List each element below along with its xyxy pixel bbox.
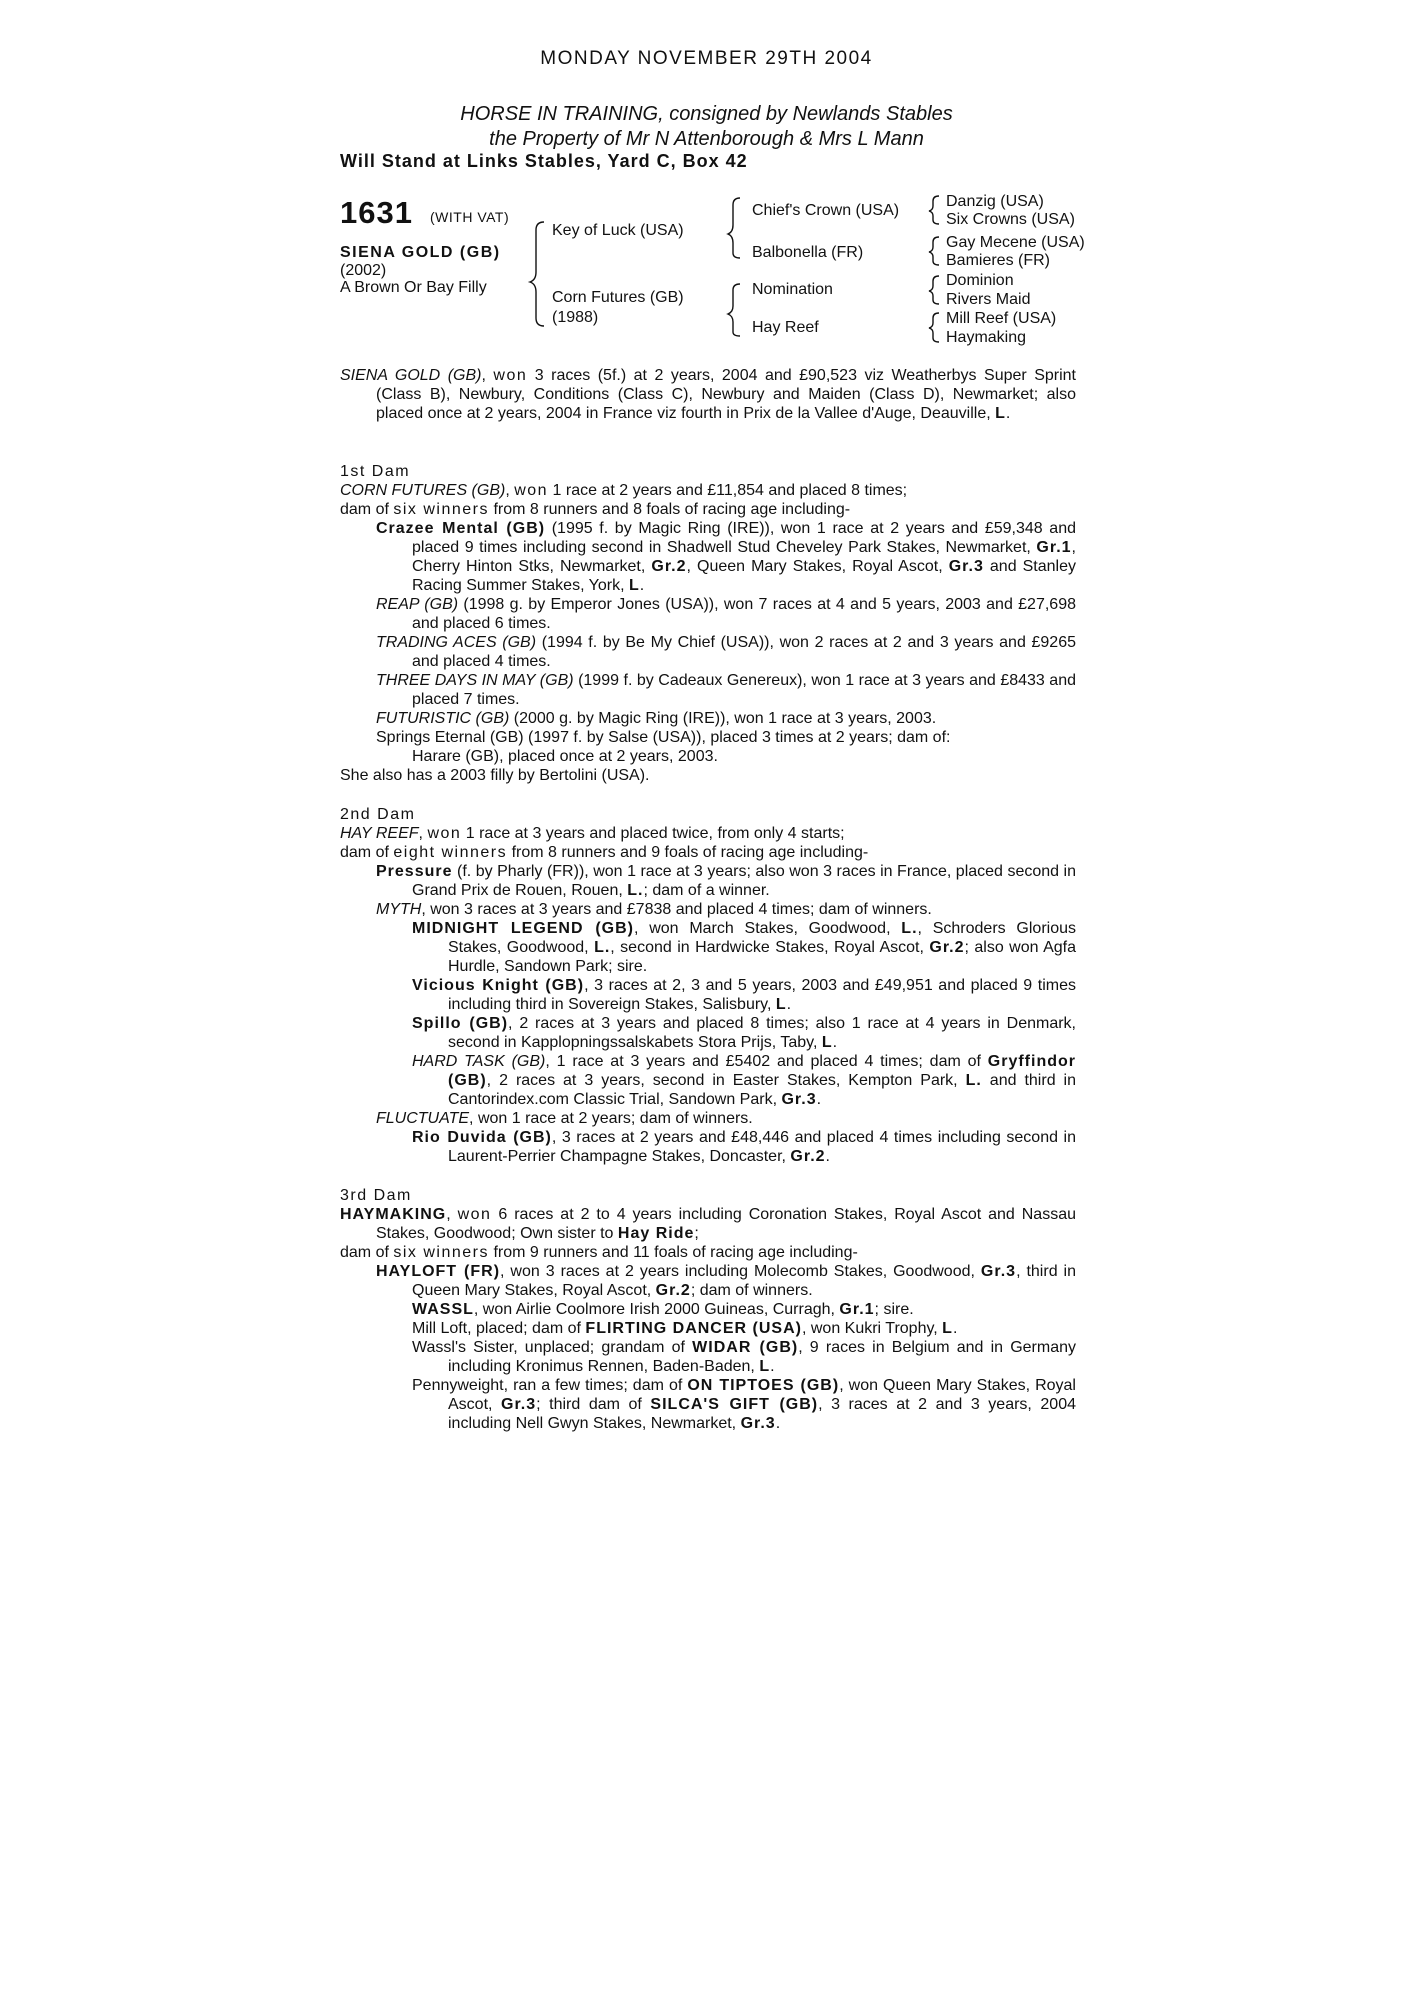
dam-record: CORN FUTURES (GB), won 1 race at 2 years and £11,854 and placed 8 times; [340, 482, 908, 499]
progeny-name: FLIRTING DANCER (USA) [585, 1320, 802, 1337]
dam-name-text: HAY REEF [340, 825, 419, 842]
winners-count: six winners [393, 501, 489, 518]
consignor-line: HORSE IN TRAINING, consigned by Newlands Stables [460, 103, 953, 125]
dam-of-line [340, 500, 1076, 519]
dam-of-text: dam of [340, 1244, 394, 1261]
listed-label: L [775, 996, 787, 1013]
progeny-text: ; sire. [874, 1301, 914, 1318]
progeny-name: Rio Duvida (GB) [412, 1129, 552, 1146]
progeny-text: ; dam of a winner. [643, 882, 770, 899]
progeny-entry [340, 1300, 1076, 1319]
progeny-text: (f. by Pharly (FR)), won 1 race at 3 years; also won 3 races in France, placed second in Grand Prix de Rouen, Rouen, [412, 863, 1076, 899]
progeny-text: Pennyweight, ran a few times; dam of [412, 1377, 688, 1394]
progeny-text: . [825, 1148, 830, 1165]
progeny-entry [340, 1014, 1076, 1052]
progeny-text: (1994 f. by Be My Chief (USA)), won 2 races at 2 and 3 years and £9265 and placed 4 times. [412, 634, 1076, 670]
sire-sire-sire: Danzig (USA) [946, 193, 1044, 210]
section-heading: 3rd Dam [340, 1187, 412, 1204]
progeny-name: WASSL [412, 1301, 474, 1318]
progeny-entry: Springs Eternal (GB) (1997 f. by Salse (USA)), placed 3 times at 2 years; dam of: [376, 729, 951, 746]
progeny-text: , third in Queen Mary Stakes, Royal Ascot, [412, 1263, 1077, 1299]
dam-of-text: dam of [340, 844, 394, 861]
sister-name: Hay Ride [617, 1225, 695, 1242]
grade-label: Gr.2 [651, 558, 687, 575]
progeny-name: HAYLOFT (FR) [376, 1263, 501, 1280]
dam-sire-sire: Dominion [946, 272, 1014, 289]
grade-label: Gr.3 [781, 1091, 817, 1108]
progeny-name: SILCA'S GIFT (GB) [650, 1396, 819, 1413]
progeny-text: (2000 g. by Magic Ring (IRE)), won 1 race at 3 years, 2003. [509, 710, 937, 727]
progeny-entry [340, 1319, 1076, 1338]
sire-sire: Chief's Crown (USA) [752, 202, 900, 219]
progeny-text: , 3 races at 2, 3 and 5 years, 2003 and £49,951 and placed 9 times including third in Sovereign Stakes, Salisbury, [448, 977, 1077, 1013]
listed-label: L [995, 405, 1006, 422]
progeny-name: Crazee Mental (GB) [376, 520, 546, 537]
progeny-name: REAP (GB) [376, 596, 459, 613]
progeny-text: , won Kukri Trophy, [801, 1320, 943, 1337]
dam-record: HAY REEF, won 1 race at 3 years and placed twice, from only 4 starts; [340, 825, 845, 842]
progeny-entry [340, 862, 1076, 900]
progeny-text: , 3 races at 2 and 3 years, 2004 including Nell Gwyn Stakes, Newmarket, [448, 1396, 1077, 1432]
progeny-text: , won 3 races at 3 years and £7838 and placed 4 times; dam of winners. [421, 901, 932, 918]
progeny-text: , second in Hardwicke Stakes, Royal Ascot, [610, 939, 930, 956]
sire-sire-dam: Six Crowns (USA) [946, 211, 1075, 228]
progeny-name: TRADING ACES (GB) [376, 634, 537, 651]
progeny-entry [340, 919, 1076, 976]
section-heading: 1st Dam [340, 463, 411, 480]
dam-year: (1988) [552, 309, 599, 326]
grade-label: Gr.1 [1036, 539, 1072, 556]
dam-sire-dam: Rivers Maid [946, 291, 1031, 308]
dam-of-line [340, 1243, 1076, 1262]
progeny-text: . [775, 1415, 781, 1432]
progeny-text: , won Queen Mary Stakes, Royal Ascot, [448, 1377, 1076, 1413]
dam-of-text: dam of [340, 501, 394, 518]
progeny-text: , won March Stakes, Goodwood, [633, 920, 902, 937]
progeny-text: . [952, 1320, 958, 1337]
dam-dam-sire: Mill Reef (USA) [946, 310, 1057, 327]
dam-of-text: from 8 runners and 8 foals of racing age including- [489, 501, 851, 518]
progeny-name: HARD TASK (GB) [412, 1053, 546, 1070]
progeny-name: ON TIPTOES (GB) [687, 1377, 840, 1394]
progeny-text: , won Airlie Coolmore Irish 2000 Guineas, Curragh, [473, 1301, 840, 1318]
horse-description: A Brown Or Bay Filly [340, 279, 487, 296]
progeny-text: , Schroders Glorious Stakes, Goodwood, [448, 920, 1077, 956]
grade-label: Gr.3 [501, 1396, 537, 1413]
won-text: won [457, 1206, 492, 1223]
dam-record [340, 1205, 1076, 1243]
progeny-name: Vicious Knight (GB) [412, 977, 585, 994]
dam-dam-dam: Haymaking [946, 329, 1027, 346]
sire-dam-dam: Bamieres (FR) [946, 252, 1051, 269]
listed-label: L [759, 1358, 771, 1375]
record-text: 3 races (5f.) at 2 years, 2004 and £90,523 viz Weatherbys Super Sprint (Class B), Newbury, Conditions (Class C), Newbury and Maiden (Class D), Newmarket; also placed once at 2 years, 2004 in France viz fourth in Prix de la Vallee d'Auge, Deauville, [376, 367, 1076, 422]
grade-label: Gr.2 [655, 1282, 691, 1299]
lot-number: 1631 [340, 195, 413, 230]
progeny-text: . [770, 1358, 775, 1375]
grade-label: Gr.2 [929, 939, 965, 956]
dam-name-text: HAYMAKING [340, 1206, 447, 1223]
sire-dam: Balbonella (FR) [752, 244, 864, 261]
progeny-text: . [639, 577, 645, 594]
progeny-name: Spillo (GB) [412, 1015, 509, 1032]
progeny-entry [340, 900, 1076, 919]
grade-label: Gr.2 [790, 1148, 826, 1165]
progeny-text: . [832, 1034, 838, 1051]
progeny-text: , 9 races in Belgium and in Germany including Kronimus Rennen, Baden-Baden, [448, 1339, 1076, 1375]
progeny-text: , 2 races at 3 years, second in Easter Stakes, Kempton Park, [486, 1072, 966, 1089]
progeny-text: , won 1 race at 2 years; dam of winners. [469, 1110, 753, 1127]
progeny-text: , 3 races at 2 years and £48,446 and placed 4 times including second in Laurent-Perrier Champagne Stakes, Doncaster, [448, 1129, 1076, 1165]
pedigree-brackets [0, 0, 1413, 360]
record-text: . [1005, 405, 1011, 422]
progeny-text: (1998 g. by Emperor Jones (USA)), won 7 races at 4 and 5 years, 2003 and £27,698 and placed 6 times. [412, 596, 1076, 632]
progeny-entry [340, 1109, 1076, 1128]
listed-label: L. [965, 1072, 982, 1089]
progeny-entry [340, 633, 1076, 671]
progeny-entry [340, 1128, 1076, 1166]
dam-record-text: 6 races at 2 to 4 years including Coronation Stakes, Royal Ascot and Nassau Stakes, Goodwood; Own sister to [376, 1206, 1077, 1242]
dam-record-text: 1 race at 3 years and placed twice, from only 4 starts; [461, 825, 845, 842]
winners-count: eight winners [393, 844, 508, 861]
progeny-entry [340, 709, 1076, 728]
progeny-entry [340, 1262, 1076, 1300]
progeny-text: , Cherry Hinton Stks, Newmarket, [412, 539, 1076, 575]
sale-date: MONDAY NOVEMBER 29TH 2004 [540, 48, 873, 69]
horse-year: (2002) [340, 262, 387, 279]
grade-label: Gr.3 [948, 558, 984, 575]
progeny-name: Pressure [376, 863, 453, 880]
grade-label: Gr.3 [980, 1263, 1017, 1280]
listed-label: L [821, 1034, 833, 1051]
progeny-text: Wassl's Sister, unplaced; grandam of [412, 1339, 693, 1356]
progeny-entry [340, 1052, 1076, 1109]
progeny-text: , 2 races at 3 years and placed 8 times; also 1 race at 4 years in Denmark, second in Kapplopningssalskabets Stora Prijs, Taby, [448, 1015, 1076, 1051]
won-text: won [514, 482, 549, 499]
progeny-name: MYTH [376, 901, 422, 918]
dam-record-text: , [446, 1206, 458, 1223]
sire-name: Key of Luck (USA) [552, 222, 684, 239]
listed-label: L. [901, 920, 918, 937]
progeny-name: Gryffindor (GB) [448, 1053, 1076, 1089]
dam-of-text: from 8 runners and 9 foals of racing age including- [507, 844, 869, 861]
progeny-text: , Queen Mary Stakes, Royal Ascot, [686, 558, 949, 575]
progeny-text: (1995 f. by Magic Ring (IRE)), won 1 race at 2 years and £59,348 and placed 9 times including second in Shadwell Stud Cheveley Park Stakes, Newmarket, [412, 520, 1076, 556]
progeny-entry: Harare (GB), placed once at 2 years, 2003. [412, 748, 718, 765]
winners-count: six winners [393, 1244, 489, 1261]
progeny-entry [340, 1376, 1076, 1433]
progeny-entry [340, 1338, 1076, 1376]
dam-name-text: CORN FUTURES (GB) [340, 482, 506, 499]
progeny-text: (1999 f. by Cadeaux Genereux), won 1 race at 3 years and £8433 and placed 7 times. [412, 672, 1076, 708]
section-heading: 2nd Dam [340, 806, 416, 823]
dam-name: Corn Futures (GB) [552, 289, 684, 306]
dam-sire: Nomination [752, 281, 833, 298]
record-horse-name: SIENA GOLD (GB) [340, 367, 482, 384]
progeny-text: ; dam of winners. [690, 1282, 813, 1299]
listed-label: L [628, 577, 640, 594]
race-record [340, 366, 1076, 423]
sire-dam-sire: Gay Mecene (USA) [946, 234, 1085, 251]
vat-note: (WITH VAT) [430, 209, 510, 225]
record-won: won [493, 367, 528, 384]
dam-of-line [340, 843, 1076, 862]
progeny-text: and third in Cantorindex.com Classic Trial, Sandown Park, [448, 1072, 1077, 1108]
listed-label: L. [627, 882, 644, 899]
dam-record-text: ; [694, 1225, 699, 1242]
dam-of-text: from 9 runners and 11 foals of racing age including- [489, 1244, 858, 1261]
progeny-text: . [816, 1091, 822, 1108]
progeny-name: FUTURISTIC (GB) [376, 710, 510, 727]
progeny-text: ; also won Agfa Hurdle, Sandown Park; sire. [448, 939, 1077, 975]
progeny-name: MIDNIGHT LEGEND (GB) [412, 920, 634, 937]
dam-record-text: 1 race at 2 years and £11,854 and placed 8 times; [548, 482, 908, 499]
progeny-text: and Stanley Racing Summer Stakes, York, [412, 558, 1077, 594]
progeny-text: . [786, 996, 792, 1013]
progeny-name: THREE DAYS IN MAY (GB) [376, 672, 574, 689]
progeny-text: ; third dam of [536, 1396, 651, 1413]
progeny-name: WIDAR (GB) [692, 1339, 799, 1356]
stable-location: Will Stand at Links Stables, Yard C, Box 42 [340, 151, 748, 171]
progeny-text: , 1 race at 3 years and £5402 and placed 4 times; dam of [545, 1053, 988, 1070]
progeny-entry [340, 976, 1076, 1014]
listed-label: L. [594, 939, 611, 956]
record-text: , [481, 367, 494, 384]
won-text: won [427, 825, 462, 842]
progeny-name: FLUCTUATE [376, 1110, 470, 1127]
progeny-entry [340, 671, 1076, 709]
progeny-entry [340, 595, 1076, 633]
progeny-text: , won 3 races at 2 years including Molecomb Stakes, Goodwood, [500, 1263, 981, 1280]
first-dam-section [340, 462, 1076, 785]
progeny-entry [340, 519, 1076, 595]
dam-dam: Hay Reef [752, 319, 819, 336]
second-dam-section [340, 805, 1076, 1166]
grade-label: Gr.3 [740, 1415, 776, 1432]
horse-name: SIENA GOLD (GB) [340, 244, 501, 261]
property-line: the Property of Mr N Attenborough & Mrs L Mann [489, 128, 924, 150]
also-has-line: She also has a 2003 filly by Bertolini (USA). [340, 767, 650, 784]
third-dam-section [340, 1186, 1076, 1433]
grade-label: Gr.1 [839, 1301, 875, 1318]
progeny-text: Mill Loft, placed; dam of [412, 1320, 586, 1337]
listed-label: L [942, 1320, 953, 1337]
